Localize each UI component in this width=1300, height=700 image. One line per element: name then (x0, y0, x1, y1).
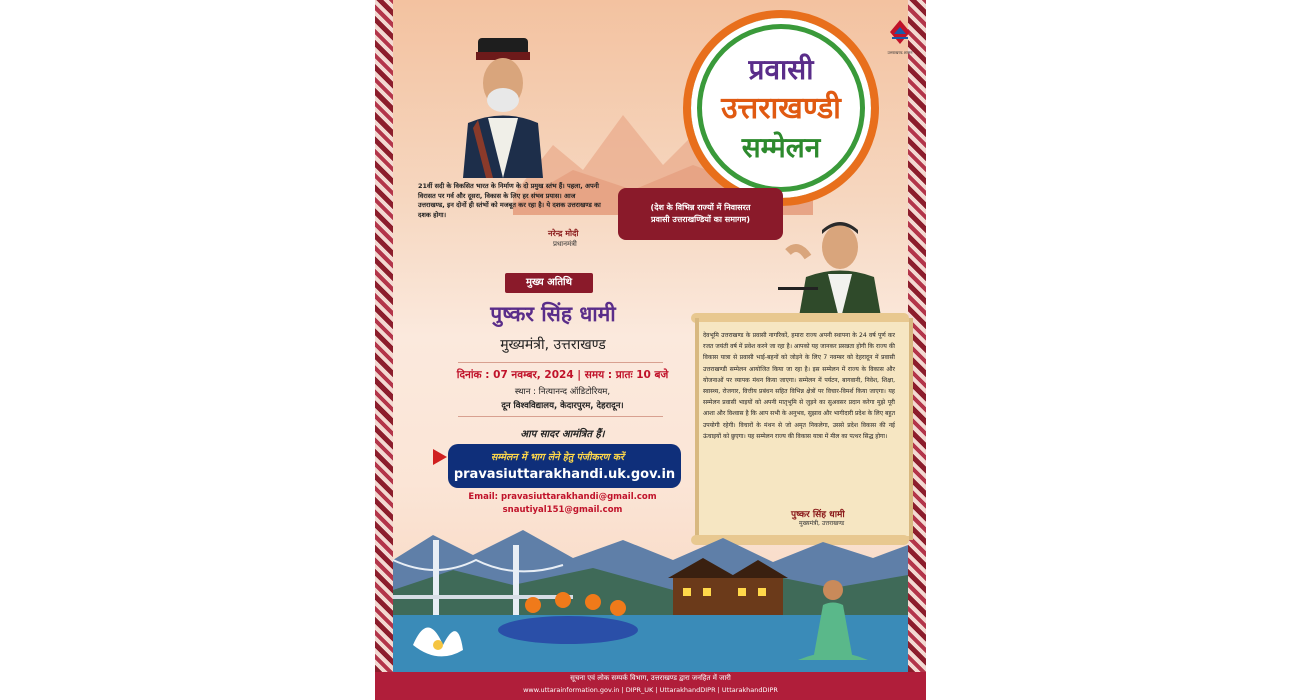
left-pattern-border (375, 0, 393, 672)
chief-guest-designation: मुख्यमंत्री, उत्तराखण्ड (500, 337, 606, 353)
divider (458, 362, 663, 363)
footer-bar (375, 672, 926, 700)
registration-link[interactable]: pravasiuttarakhandi.uk.gov.in (453, 467, 676, 482)
contact-email-2[interactable]: snautiyal151@gmail.com (502, 505, 623, 515)
tagline-line2: प्रवासी उत्तराखण्डियों का समागम) (651, 215, 750, 224)
scenic-collage-illustration (393, 520, 908, 672)
event-date-time: दिनांक : 07 नवम्बर, 2024 | समय : प्रातः 10 बजे (456, 369, 669, 381)
logo-text: उत्तराखण्ड शासन (887, 50, 913, 55)
cm-signature-designation: मुख्यमंत्री, उत्तराखण्ड (799, 520, 845, 527)
pm-portrait (448, 38, 558, 178)
event-tagline-box (618, 188, 783, 240)
footer-issuer: सूचना एवं लोक सम्पर्क विभाग, उत्तराखण्ड द्वारा जनहित में जारी (570, 674, 731, 682)
uttarakhand-govt-logo (886, 18, 914, 56)
divider (458, 416, 663, 417)
venue-line1: स्थान : नित्यानन्द ऑडिटोरियम, (514, 387, 611, 397)
event-title-badge (683, 10, 879, 206)
chief-guest-name: पुष्कर सिंह धामी (490, 302, 616, 326)
pointer-arrow-icon (433, 449, 447, 465)
venue-line2: दून विश्वविद्यालय, केदारपुरम, देहरादून। (501, 401, 624, 411)
pm-name: नरेन्द्र मोदी (548, 229, 579, 238)
registration-text: सम्मेलन में भाग लेने हेतु पंजीकरण करें (491, 452, 624, 463)
chief-guest-label: मुख्य अतिथि (505, 273, 593, 293)
title-line3: सम्मेलन (741, 131, 821, 164)
footer-social-links[interactable]: www.uttarainformation.gov.in | DIPR_UK | UttarakhandDIPR | UttarakhandDIPR (523, 686, 778, 694)
pm-designation: प्रधानमंत्री (553, 240, 577, 248)
cm-signature-name: पुष्कर सिंह धामी (791, 510, 845, 520)
title-line1: प्रवासी (748, 53, 814, 86)
invitation-text: आप सादर आमंत्रित हैं। (520, 429, 605, 440)
contact-email-1[interactable]: Email: pravasiuttarakhandi@gmail.com (468, 492, 657, 502)
poster-body (393, 0, 913, 672)
tagline-line1: (देश के विभिन्न राज्यों में निवासरत (650, 203, 751, 212)
cm-portrait (778, 212, 893, 322)
title-line2: उत्तराखण्डी (721, 91, 841, 126)
poster (375, 0, 926, 700)
pm-quote: 21वीं सदी के विकसित भारत के निर्माण के दो प्रमुख स्तंभ हैं। पहला, अपनी विरासत पर गर्व और दूसरा, विकास के लिए हर संभव प्रयास। आज उत्तराखण्ड, इन दोनों ही स्तंभों को मजबूत कर रहा है। ये दशक उत्तराखण्ड का दशक होगा। (418, 182, 601, 219)
cm-message-text: देवभूमि उत्तराखण्ड के प्रवासी नागरिकों, हमारा राज्य अपनी स्थापना के 24 वर्ष पूर्ण कर रजत जयंती वर्ष में प्रवेश करने जा रहा है। आपको यह जानकर प्रसन्नता होगी कि राज्य की विकास यात्रा से प्रवासी भाई-बहनों को जोड़ने के लिए 7 नवम्बर को देहरादून में प्रवासी उत्तराखण्डी सम्मेलन आयोजित किया जा रहा है। इस सम्मेलन में राज्य के विकास और योजनाओं पर व्यापक मंथन किया जाएगा। सम्मेलन में पर्यटन, बागवानी, निवेश, शिक्षा, स्वास्थ्य, रोजगार, वित्तीय प्रबंधन सहित विभिन्न क्षेत्रों पर विचार-विमर्श किया जाएगा। यह सम्मेलन प्रवासी भाइयों को अपनी मातृभूमि से जुड़ने का सुअवसर प्रदान करेगा मुझे पूरी आशा और विश्वास है कि आप सभी के अनुभव, सुझाव और भागीदारी प्रदेश के लिए बहुत उपयोगी रहेगी। विचारों के मंथन से जो अमृत निकलेगा, उससे प्रदेश विकास की नई ऊंचाइयों को छुएगा। यह सम्मेलन राज्य की विकास यात्रा में मील का पत्थर सिद्ध होगा। (703, 332, 895, 440)
emblem-icon (886, 18, 914, 48)
